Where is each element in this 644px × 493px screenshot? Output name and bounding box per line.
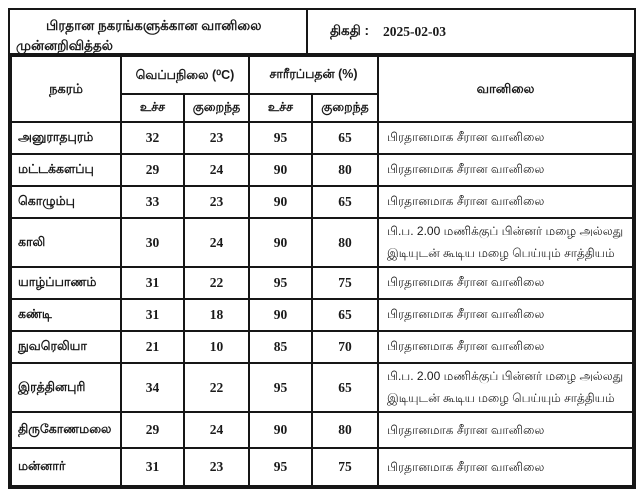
forecast-data-table <box>10 55 634 487</box>
table-row <box>11 299 633 331</box>
table-row <box>11 154 633 186</box>
rh-max-cell: 95 <box>249 267 312 299</box>
table-row <box>11 412 633 448</box>
subheader-rh-min: குறைந்த <box>312 94 378 122</box>
temp-min-cell: 22 <box>184 363 249 412</box>
temp-max-cell: 31 <box>121 267 184 299</box>
city-cell: அனுராதபுரம் <box>11 122 121 154</box>
temp-max-cell: 30 <box>121 218 184 267</box>
weather-cell: பிரதானமாக சீரான வானிலை <box>378 154 633 186</box>
weather-cell: பிரதானமாக சீரான வானிலை <box>378 412 633 448</box>
weather-cell: பிரதானமாக சீரான வானிலை <box>378 122 633 154</box>
weather-cell: பிரதானமாக சீரான வானிலை <box>378 299 633 331</box>
temp-min-cell: 10 <box>184 331 249 363</box>
temp-min-cell: 23 <box>184 122 249 154</box>
table-body <box>11 122 633 486</box>
city-cell: கொழும்பு <box>11 186 121 218</box>
temp-min-cell: 23 <box>184 186 249 218</box>
table-row <box>11 186 633 218</box>
table-row <box>11 448 633 486</box>
temp-max-cell: 29 <box>121 412 184 448</box>
weather-cell: பி.ப. 2.00 மணிக்குப் பின்னர் மழை அல்லது இடியுடன் கூடிய மழை பெய்யும் சாத்தியம் <box>378 363 633 412</box>
weather-cell: பிரதானமாக சீரான வானிலை <box>378 267 633 299</box>
table-header <box>11 56 633 122</box>
column-header-city: நகரம் <box>11 56 121 122</box>
table-row <box>11 122 633 154</box>
table-row <box>11 363 633 412</box>
city-cell: கண்டி <box>11 299 121 331</box>
city-cell: இரத்தினபுரி <box>11 363 121 412</box>
table-row <box>11 267 633 299</box>
rh-min-cell: 80 <box>312 218 378 267</box>
header-row-groups <box>11 56 633 94</box>
rh-max-cell: 90 <box>249 186 312 218</box>
rh-max-cell: 95 <box>249 363 312 412</box>
rh-max-cell: 90 <box>249 218 312 267</box>
page-title: பிரதான நகரங்களுக்கான வானிலை முன்னறிவித்தல் <box>10 10 308 53</box>
weather-cell: பிரதானமாக சீரான வானிலை <box>378 448 633 486</box>
subheader-temp-min: குறைந்த <box>184 94 249 122</box>
rh-max-cell: 95 <box>249 122 312 154</box>
subheader-rh-max: உச்ச <box>249 94 312 122</box>
date-cell <box>308 10 634 53</box>
temp-max-cell: 29 <box>121 154 184 186</box>
city-cell: திருகோணமலை <box>11 412 121 448</box>
table-row <box>11 218 633 267</box>
column-header-temperature: வெப்பநிலை (⁰C) <box>121 56 249 94</box>
weather-forecast-table <box>8 8 636 489</box>
weather-cell: பிரதானமாக சீரான வானிலை <box>378 186 633 218</box>
rh-min-cell: 65 <box>312 186 378 218</box>
temp-max-cell: 31 <box>121 448 184 486</box>
city-cell: காலி <box>11 218 121 267</box>
temp-min-cell: 24 <box>184 154 249 186</box>
rh-min-cell: 65 <box>312 122 378 154</box>
rh-min-cell: 75 <box>312 267 378 299</box>
temp-min-cell: 18 <box>184 299 249 331</box>
rh-min-cell: 75 <box>312 448 378 486</box>
temp-min-cell: 22 <box>184 267 249 299</box>
weather-cell: பிரதானமாக சீரான வானிலை <box>378 331 633 363</box>
table-row <box>11 331 633 363</box>
city-cell: யாழ்ப்பாணம் <box>11 267 121 299</box>
subheader-temp-max: உச்ச <box>121 94 184 122</box>
temp-max-cell: 31 <box>121 299 184 331</box>
rh-max-cell: 90 <box>249 299 312 331</box>
rh-max-cell: 95 <box>249 448 312 486</box>
temp-max-cell: 21 <box>121 331 184 363</box>
column-header-weather: வானிலை <box>378 56 633 122</box>
weather-cell: பி.ப. 2.00 மணிக்குப் பின்னர் மழை அல்லது இடியுடன் கூடிய மழை பெய்யும் சாத்தியம் <box>378 218 633 267</box>
rh-min-cell: 70 <box>312 331 378 363</box>
city-cell: மன்னார் <box>11 448 121 486</box>
temp-min-cell: 24 <box>184 218 249 267</box>
rh-min-cell: 80 <box>312 154 378 186</box>
temp-min-cell: 24 <box>184 412 249 448</box>
temp-max-cell: 34 <box>121 363 184 412</box>
rh-max-cell: 85 <box>249 331 312 363</box>
temp-min-cell: 23 <box>184 448 249 486</box>
temp-max-cell: 33 <box>121 186 184 218</box>
city-cell: மட்டக்களப்பு <box>11 154 121 186</box>
rh-min-cell: 65 <box>312 299 378 331</box>
temp-max-cell: 32 <box>121 122 184 154</box>
city-cell: நுவரெலியா <box>11 331 121 363</box>
date-label: திகதி : <box>330 22 370 38</box>
rh-max-cell: 90 <box>249 154 312 186</box>
date-value: 2025-02-03 <box>383 23 447 39</box>
rh-max-cell: 90 <box>249 412 312 448</box>
document-header <box>10 10 634 55</box>
rh-min-cell: 65 <box>312 363 378 412</box>
column-header-humidity: சாரீரப்பதன் (%) <box>249 56 378 94</box>
rh-min-cell: 80 <box>312 412 378 448</box>
